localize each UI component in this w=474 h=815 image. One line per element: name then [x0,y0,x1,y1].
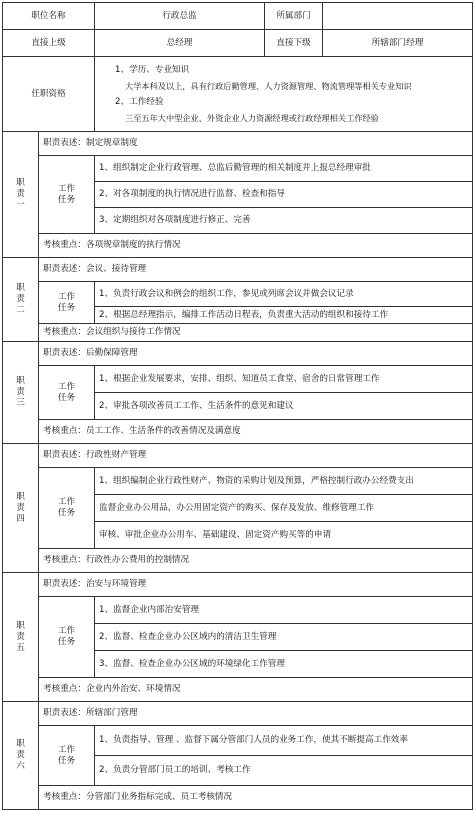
duty-2-task-2: 2、根据总经理指示，编排工作活动日程表，负责重大活动的组织和接待工作 [95,307,473,324]
department-value [323,3,473,30]
duty-1-assessment-row [3,234,473,258]
header-row-2 [3,30,473,57]
position-name-value: 行政总监 [95,3,265,30]
duty-6-assessment-row [3,786,473,810]
job-description-table [2,2,473,810]
duty-3-statement: 职责表述：后勤保障管理 [39,342,473,366]
duty-4-task-3: 审核、审批企业办公用车、基础建设、固定资产购买等的申请 [95,522,473,549]
qualification-education-text: 大学本科及以上，具有行政后勤管理、人力资源管理、物流管理等相关专业知识 [125,81,412,91]
duty-1-task-row [3,156,473,182]
duty-4-tasks-label: 工作 任务 [39,468,95,549]
duty-2-task-1: 1、负责行政会议和例会的组织工作，参见或列席会议并做会议记录 [95,282,473,307]
duty-3-title: 职 责 三 [3,342,39,444]
duty-4-assessment-row [3,549,473,573]
duty-3-task-row [3,366,473,393]
duty-3-statement-row [3,342,473,366]
duty-3-task-1: 1、根据企业发展要求，安排、组织、知道员工食堂、宿舍的日常管理工作 [95,366,473,393]
duty-4-task-row [3,468,473,495]
duty-4-statement-row [3,444,473,468]
duty-6-task-row [3,726,473,756]
duty-5-assessment: 考核重点：企业内外治安、环境情况 [39,678,473,702]
duty-3-task-2: 2、审批各项改善员工工作、生活条件的意见和建议 [95,393,473,420]
duty-1-task-2: 2、对各项制度的执行情况进行监督、检查和指导 [95,182,473,208]
duty-4-assessment: 考核重点：行政性办公费用的控制情况 [39,549,473,573]
duty-1-title: 职 责 一 [3,132,39,258]
duty-5-statement-row [3,573,473,597]
duty-4-statement: 职责表述：行政性财产管理 [39,444,473,468]
duty-2-task-row [3,282,473,307]
duty-5-task-1: 1、监督企业内部治安管理 [95,597,473,624]
position-name-label: 职位名称 [3,3,95,30]
duty-5-task-row [3,597,473,624]
qualification-experience-title: 2、工作经验 [115,97,164,107]
duty-2-statement: 职责表述：会议、接待管理 [39,258,473,282]
duty-3-tasks-label: 工作 任务 [39,366,95,420]
duty-5-assessment-row [3,678,473,702]
duty-3-assessment-row [3,420,473,444]
duty-5-statement: 职责表述：治安与环境管理 [39,573,473,597]
duty-2-statement-row [3,258,473,282]
duty-1-tasks-label: 工作 任务 [39,156,95,234]
duty-6-statement: 职责表述：所辖部门管理 [39,702,473,726]
duty-1-statement: 职责表述：制定规章制度 [39,132,473,156]
qualifications-label: 任职资格 [3,57,95,132]
duty-6-tasks-label: 工作 任务 [39,726,95,786]
duty-6-statement-row [3,702,473,726]
duty-6-task-2: 2、负责分管部门员工的培训、考核工作 [95,756,473,786]
qualifications-row [3,57,473,132]
duty-6-title: 职 责 六 [3,702,39,810]
duty-5-task-3: 3、监督、检查企业办公区域的环境绿化工作管理 [95,651,473,678]
header-row-1 [3,3,473,30]
duty-4-task-2: 监督企业办公用品，办公用固定资产的购买、保存及发放、维修管理工作 [95,495,473,522]
superior-value: 总经理 [95,30,265,57]
superior-label: 直接上级 [3,30,95,57]
duty-6-assessment: 考核重点：分管部门业务指标完成、员工考核情况 [39,786,473,810]
duty-6-task-1: 1、负责指导、管理 、监督下属分管部门人员的业务工作，使其不断提高工作效率 [95,726,473,756]
duty-2-assessment: 考核重点：会议组织与接待工作情况 [39,324,473,342]
duty-2-assessment-row [3,324,473,342]
duty-3-assessment: 考核重点：员工工作、生活条件的改善情况及满意度 [39,420,473,444]
duty-1-task-3: 3、定期组织对各项制度进行修正、完善 [95,208,473,234]
duty-1-assessment: 考核重点：各项规章制度的执行情况 [39,234,473,258]
subordinate-label: 直接下级 [265,30,323,57]
qualification-education-title: 1、学历、专业知识 [115,65,190,75]
duty-2-title: 职 责 二 [3,258,39,342]
duty-5-task-2: 2、监督、检查企业办公区域内的清洁卫生管理 [95,624,473,651]
duty-4-task-1: 1、组织编制企业行政性财产、物资的采购计划及预算，严格控制行政办公经费支出 [95,468,473,495]
duty-5-tasks-label: 工作 任务 [39,597,95,678]
department-label: 所属部门 [265,3,323,30]
duty-5-title: 职 责 五 [3,573,39,702]
duty-2-tasks-label: 工作 任务 [39,282,95,324]
duty-1-task-1: 1、组织制定企业行政管理、总监后勤管理的相关制度并上报总经理审批 [95,156,473,182]
duty-4-title: 职 责 四 [3,444,39,573]
duty-1-statement-row [3,132,473,156]
qualifications-content [95,57,473,132]
qualification-experience-text: 三至五年大中型企业、外资企业人力资源经理或行政经理相关工作经验 [125,113,379,123]
subordinate-value: 所辖部门经理 [323,30,473,57]
